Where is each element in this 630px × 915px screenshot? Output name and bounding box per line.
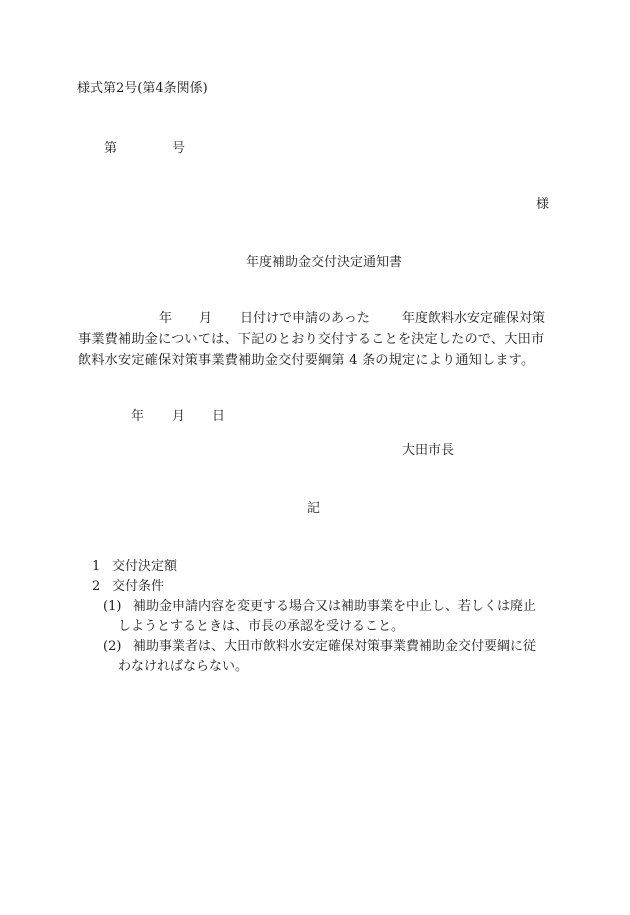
sub1-line1: 補助金申請内容を変更する場合又は補助事業を中止し、若しくは廃止 <box>133 599 537 614</box>
doc-number-prefix: 第 <box>104 141 118 156</box>
sub1-line2: しようとするときは、市長の承認を受けること。 <box>118 619 405 634</box>
item1-number: 1 <box>92 559 101 574</box>
date-month: 月 <box>172 409 186 424</box>
sub2-number: (2) <box>103 639 122 654</box>
body-line1-year: 年 <box>159 311 173 326</box>
date-day: 日 <box>212 409 226 424</box>
date-year: 年 <box>131 409 145 424</box>
body-line1-end: 年度飲料水安定確保対策 <box>402 311 546 326</box>
sub1-number: (1) <box>103 599 122 614</box>
issuer: 大田市長 <box>402 443 455 458</box>
ki-heading: 記 <box>307 501 321 516</box>
recipient-suffix: 様 <box>536 197 550 212</box>
item2-number: 2 <box>92 579 101 594</box>
body-line2: 事業費補助金については、下記のとおり交付することを決定したので、大田市 <box>78 332 545 347</box>
body-line1-month: 月 <box>199 311 213 326</box>
body-line3: 飲料水安定確保対策事業費補助金交付要綱第 4 条の規定により通知します。 <box>78 353 535 368</box>
form-label: 様式第2号(第4条関係) <box>77 81 208 96</box>
sub2-line2: わなければならない。 <box>118 659 249 674</box>
body-line1-day-text: 日付けで申請のあった <box>240 311 370 326</box>
doc-number-suffix: 号 <box>172 141 186 156</box>
document-title: 年度補助金交付決定通知書 <box>246 255 403 270</box>
item2-text: 交付条件 <box>112 579 165 594</box>
item1-text: 交付決定額 <box>112 559 178 574</box>
sub2-line1: 補助事業者は、大田市飲料水安定確保対策事業費補助金交付要綱に従 <box>133 639 537 654</box>
